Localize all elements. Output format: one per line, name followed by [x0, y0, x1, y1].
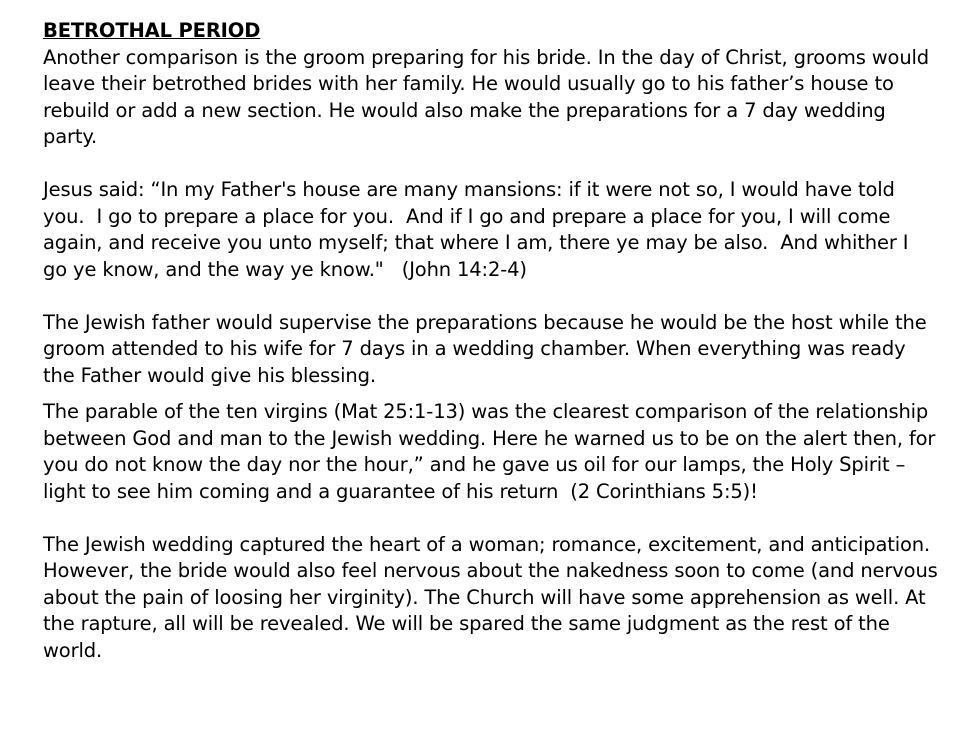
- paragraph-jesus-quote: Jesus said: “In my Father's house are many mansions: if it were not so, I would have told you. I go to prepare a place for you. And if I go and prepare a place for you, I will come again, and receive you unto myself; that where I am, there ye may be also. And whither I go ye know, and the way ye know." (John 14:2-4): [43, 178, 915, 281]
- paragraph-ten-virgins: The parable of the ten virgins (Mat 25:1-13) was the clearest comparison of the relationship between God and man to the Jewish wedding. Here he warned us to be on the alert then, for you do not know the day nor the hour,” and he gave us oil for our lamps, the Holy Spirit – light to see him coming and a guarantee of his return (2 Corinthians 5:5)!: [43, 400, 942, 503]
- document-page: [43, 18, 942, 664]
- paragraph-spacer: [43, 505, 938, 532]
- paragraph-spacer: [43, 389, 938, 399]
- paragraph-spacer: [43, 283, 938, 310]
- section-heading: BETROTHAL PERIOD: [43, 19, 261, 42]
- paragraph-spacer: [43, 151, 938, 178]
- paragraph-groom-preparing: Another comparison is the groom preparing for his bride. In the day of Christ, grooms would leave their betrothed brides with her family. He would usually go to his father’s house to rebuild or add a new section. He would also make the preparations for a 7 day wedding party.: [43, 45, 930, 148]
- paragraph-jewish-father: The Jewish father would supervise the preparations because he would be the host while the groom attended to his wife for 7 days in a wedding chamber. When everything was ready the Father would give his blessing.: [43, 310, 927, 387]
- paragraph-jewish-wedding: The Jewish wedding captured the heart of a woman; romance, excitement, and anticipation. However, the bride would also feel nervous about the nakedness soon to come (and nervous about the pain of loosing her virginity). The Church will have some apprehension as well. At the rapture, all will be revealed. We will be spared the same judgment as the rest of the world.: [43, 532, 938, 662]
